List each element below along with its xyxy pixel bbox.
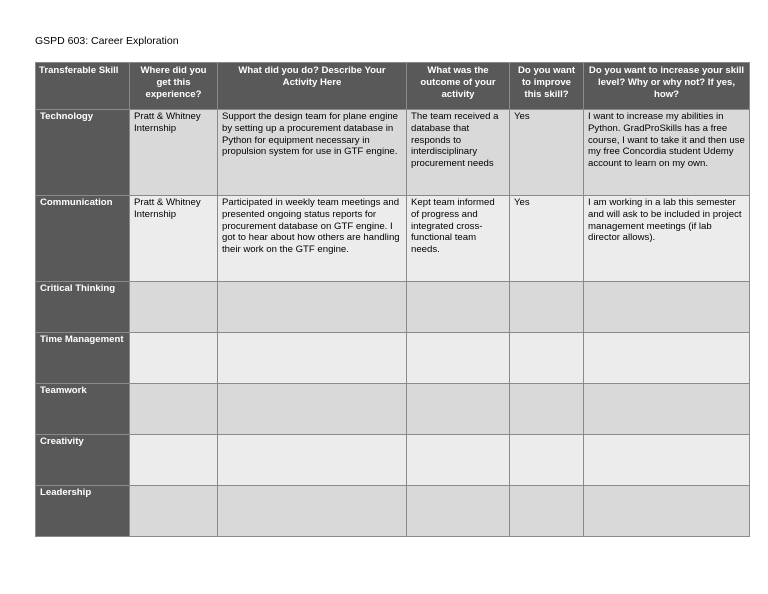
outcome-cell[interactable] — [407, 282, 510, 333]
where-cell[interactable] — [130, 333, 218, 384]
table-row — [36, 486, 750, 537]
increase-cell[interactable]: I want to increase my abilities in Python. GradProSkills has a free course, I want to take it and then use my free Concordia student Udemy account to learn on my own. — [584, 110, 750, 196]
improve-cell[interactable] — [510, 333, 584, 384]
table-row — [36, 333, 750, 384]
skill-cell: Teamwork — [36, 384, 130, 435]
outcome-cell[interactable] — [407, 486, 510, 537]
activity-cell[interactable] — [218, 282, 407, 333]
table-row — [36, 110, 750, 196]
improve-cell[interactable]: Yes — [510, 110, 584, 196]
activity-cell[interactable]: Support the design team for plane engine by setting up a procurement database in Python for equipment necessary in propulsion system for use in GTF engine. — [218, 110, 407, 196]
activity-cell[interactable] — [218, 435, 407, 486]
outcome-cell[interactable] — [407, 384, 510, 435]
header-activity: What did you do? Describe Your Activity Here — [218, 63, 407, 110]
improve-cell[interactable]: Yes — [510, 196, 584, 282]
activity-cell[interactable]: Participated in weekly team meetings and presented ongoing status reports for procurement database on GTF engine. I got to hear about how others are handling their work on the GTF engine. — [218, 196, 407, 282]
header-improve: Do you want to improve this skill? — [510, 63, 584, 110]
activity-cell[interactable] — [218, 384, 407, 435]
table-row — [36, 282, 750, 333]
increase-cell[interactable] — [584, 435, 750, 486]
increase-cell[interactable] — [584, 486, 750, 537]
increase-cell[interactable] — [584, 384, 750, 435]
table-header-row — [36, 63, 750, 110]
outcome-cell[interactable] — [407, 435, 510, 486]
activity-cell[interactable] — [218, 333, 407, 384]
header-outcome: What was the outcome of your activity — [407, 63, 510, 110]
header-where: Where did you get this experience? — [130, 63, 218, 110]
where-cell[interactable]: Pratt & Whitney Internship — [130, 196, 218, 282]
increase-cell[interactable]: I am working in a lab this semester and will ask to be included in project management meetings (if lab director allows). — [584, 196, 750, 282]
skill-cell: Critical Thinking — [36, 282, 130, 333]
where-cell[interactable] — [130, 384, 218, 435]
improve-cell[interactable] — [510, 384, 584, 435]
improve-cell[interactable] — [510, 435, 584, 486]
skill-cell: Creativity — [36, 435, 130, 486]
outcome-cell[interactable] — [407, 333, 510, 384]
table-row — [36, 196, 750, 282]
increase-cell[interactable] — [584, 333, 750, 384]
skill-cell: Time Management — [36, 333, 130, 384]
outcome-cell[interactable]: Kept team informed of progress and integrated cross-functional team needs. — [407, 196, 510, 282]
skill-cell: Leadership — [36, 486, 130, 537]
increase-cell[interactable] — [584, 282, 750, 333]
header-increase: Do you want to increase your skill level? Why or why not? If yes, how? — [584, 63, 750, 110]
where-cell[interactable] — [130, 486, 218, 537]
header-transferable-skill: Transferable Skill — [36, 63, 130, 110]
skill-cell: Technology — [36, 110, 130, 196]
table-row — [36, 435, 750, 486]
career-exploration-table — [35, 62, 750, 537]
skill-cell: Communication — [36, 196, 130, 282]
improve-cell[interactable] — [510, 486, 584, 537]
outcome-cell[interactable]: The team received a database that responds to interdisciplinary procurement needs — [407, 110, 510, 196]
activity-cell[interactable] — [218, 486, 407, 537]
table-row — [36, 384, 750, 435]
where-cell[interactable] — [130, 282, 218, 333]
where-cell[interactable] — [130, 435, 218, 486]
document-title: GSPD 603: Career Exploration — [35, 35, 179, 47]
improve-cell[interactable] — [510, 282, 584, 333]
where-cell[interactable]: Pratt & Whitney Internship — [130, 110, 218, 196]
